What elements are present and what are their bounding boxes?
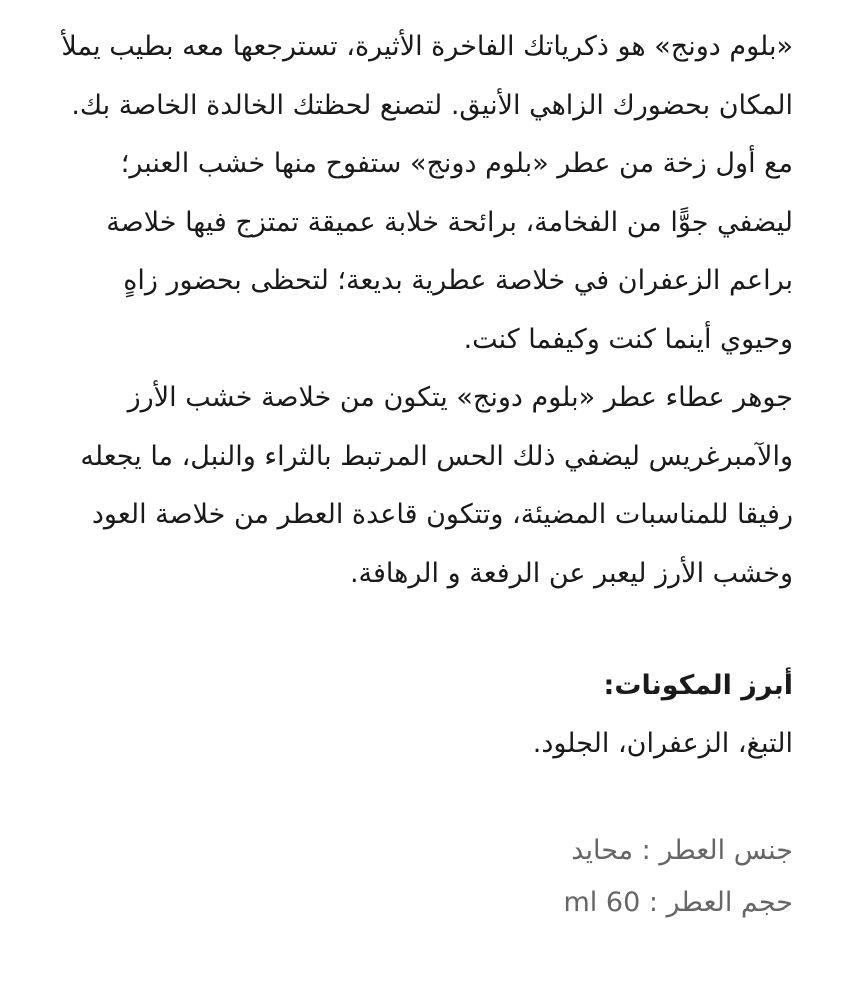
description-paragraph-2: مع أول زخة من عطر «بلوم دونج» ستفوح منها خشب العنبر؛ ليضفي جوًّا من الفخامة، برائحة خلابة عميقة تمتزج فيها خلاصة براعم الزعفران في خلاصة عطرية بديعة؛ لتحظى بحضور زاهٍ وحيوي أينما كنت وكيفما كنت. <box>106 148 793 355</box>
product-description <box>43 18 793 929</box>
product-details <box>43 825 793 929</box>
ingredients-heading: أبرز المكونات: <box>603 670 793 701</box>
gender-text: جنس العطر : محايد <box>571 835 793 866</box>
ingredients-text: التبغ، الزعفران، الجلود. <box>532 728 793 759</box>
description-paragraph-3: جوهر عطاء عطر «بلوم دونج» يتكون من خلاصة خشب الأرز والآمبرغريس ليضفي ذلك الحس المرتبط بالثراء والنبل، ما يجعله رفيقا للمناسبات المضيئة، وتتكون قاعدة العطر من خلاصة العود وخشب الأرز ليعبر عن الرفعة و الرهافة. <box>80 382 793 589</box>
gender-detail <box>43 825 793 877</box>
size-text: حجم العطر : 60 ml <box>563 887 793 918</box>
size-detail <box>43 877 793 929</box>
description-paragraph-1: «بلوم دونج» هو ذكرياتك الفاخرة الأثيرة، تسترجعها معه بطيب يملأ المكان بحضورك الزاهي الأنيق. لتصنع لحظتك الخالدة الخاصة بك. <box>61 31 793 121</box>
